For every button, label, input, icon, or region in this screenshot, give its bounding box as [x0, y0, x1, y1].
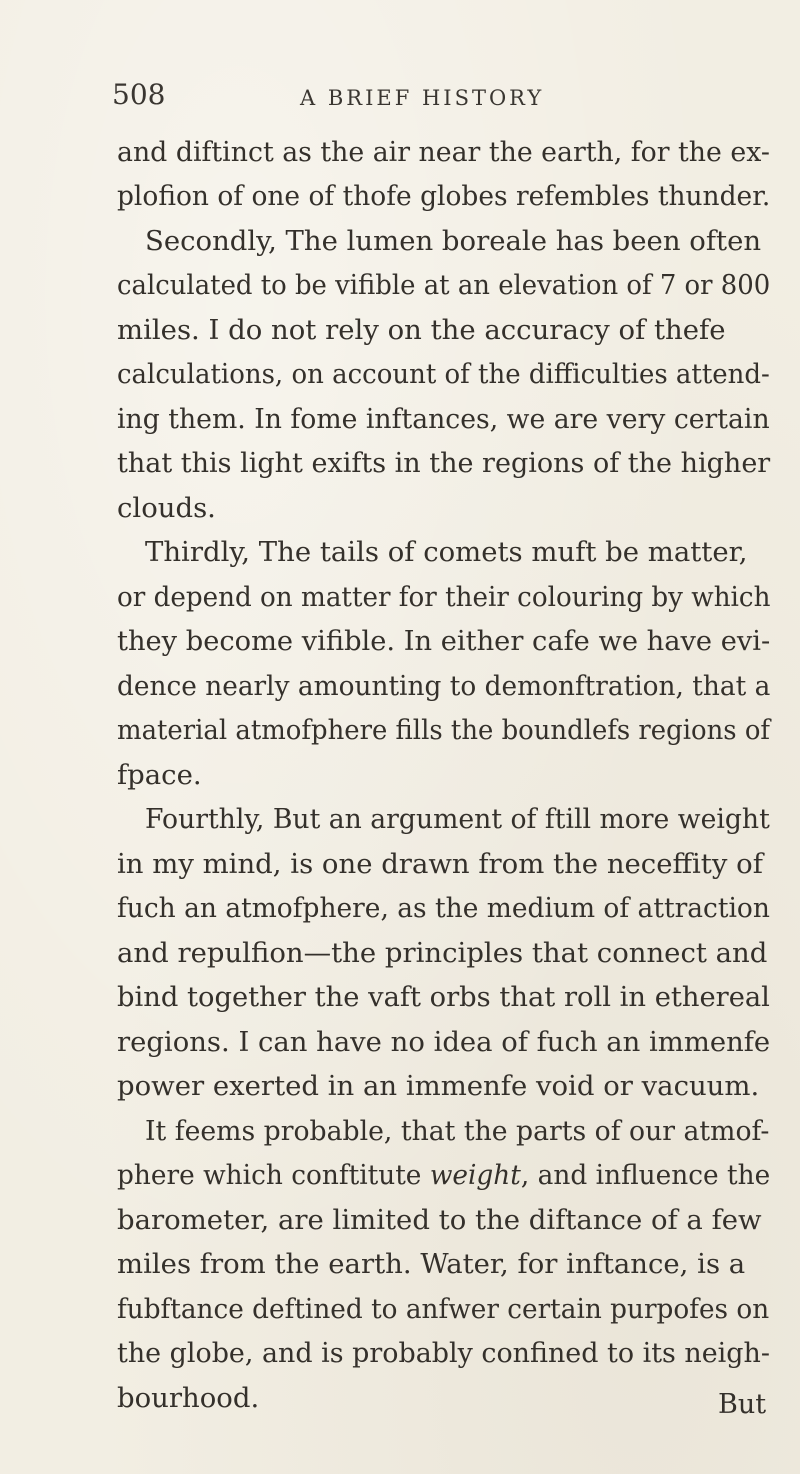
- text-line: Secondly, The lumen boreale has been often: [145, 225, 762, 257]
- text-line: and diftinct as the air near the earth, for the ex-: [117, 136, 770, 168]
- text-line: miles from the earth. Water, for inftance, is a: [117, 1248, 746, 1280]
- text-line: fuch an atmofphere, as the medium of attraction: [117, 892, 770, 924]
- text-line: Fourthly, But an argument of ftill more weight: [145, 803, 770, 835]
- text-line: phere which conftitute weight, and influence the: [117, 1159, 771, 1191]
- text-line: plofion of one of thofe globes refembles thunder.: [117, 180, 771, 212]
- text-line: It feems probable, that the parts of our atmof-: [145, 1115, 770, 1147]
- text-line: calculations, on account of the difficulties attend-: [117, 358, 770, 390]
- text-line: in my mind, is one drawn from the neceffity of: [117, 848, 763, 880]
- text-line: dence nearly amounting to demonftration, that a: [117, 670, 771, 702]
- text-line: power exerted in an immenfe void or vacuum.: [117, 1070, 760, 1102]
- text-line: bind together the vaft orbs that roll in ethereal: [117, 981, 770, 1013]
- text-line: material atmofphere fills the boundlefs regions of: [117, 714, 771, 746]
- text-line: that this light exifts in the regions of the higher: [117, 447, 771, 479]
- text-line: miles. I do not rely on the accuracy of thefe: [117, 314, 726, 346]
- text-line: regions. I can have no idea of fuch an immenfe: [117, 1026, 771, 1058]
- text-line: fubftance deftined to anfwer certain purpofes on: [117, 1293, 770, 1325]
- text-line: they become vifible. In either cafe we have evi-: [117, 625, 771, 657]
- text-line: barometer, are limited to the diftance of a few: [117, 1204, 762, 1236]
- text-line: clouds.: [117, 492, 216, 524]
- text-line: bourhood.: [117, 1382, 260, 1414]
- page-number: 508: [112, 78, 166, 111]
- text-line: fpace.: [117, 759, 202, 791]
- text-line: and repulfion—the principles that connect and: [117, 937, 768, 969]
- text-line: calculated to be vifible at an elevation of 7 or 800: [117, 269, 771, 301]
- running-title: A BRIEF HISTORY: [300, 86, 545, 110]
- text-line: the globe, and is probably confined to its neigh-: [117, 1337, 770, 1369]
- catchword: But: [718, 1389, 767, 1420]
- text-line: or depend on matter for their colouring by which: [117, 581, 771, 613]
- text-line: Thirdly, The tails of comets muft be matter,: [145, 536, 748, 568]
- text-line: ing them. In fome inftances, we are very certain: [117, 403, 770, 435]
